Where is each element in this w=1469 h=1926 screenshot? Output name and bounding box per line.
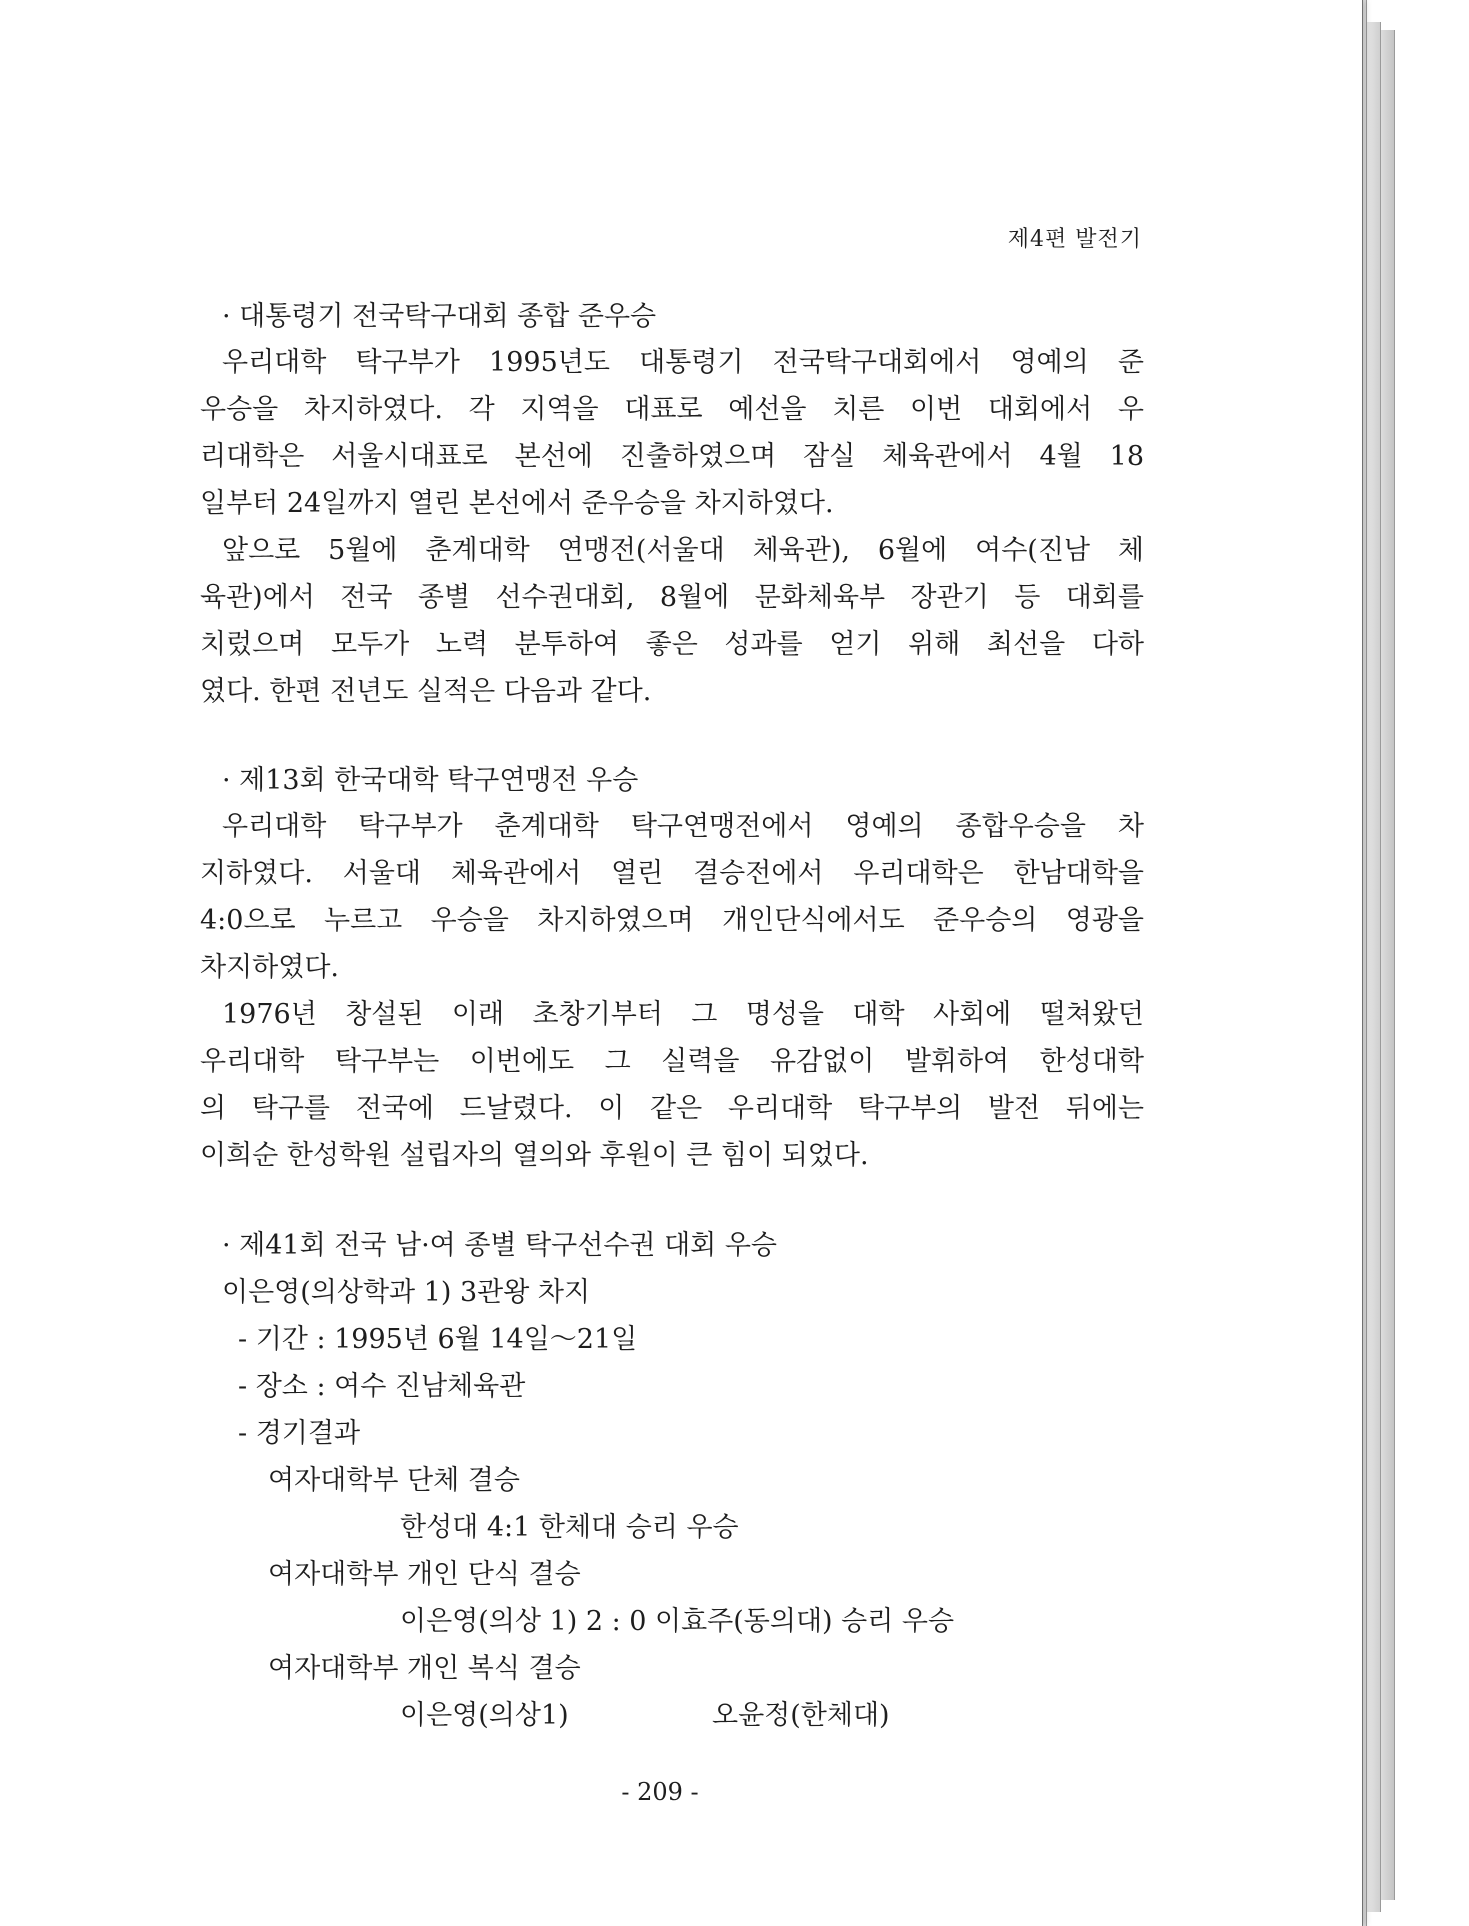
paragraph-line: 지하였다. 서울대 체육관에서 열린 결승전에서 우리대학은 한남대학을 — [200, 858, 1144, 889]
section-heading: · 대통령기 전국탁구대회 종합 준우승 — [222, 301, 657, 332]
section-heading: · 제13회 한국대학 탁구연맹전 우승 — [222, 765, 639, 796]
result-detail-left: 이은영(의상1) — [400, 1700, 569, 1731]
result-event: 여자대학부 단체 결승 — [268, 1465, 520, 1496]
paragraph-line: 차지하였다. — [200, 952, 339, 983]
paragraph-line: 치렀으며 모두가 노력 분투하여 좋은 성과를 얻기 위해 최선을 다하 — [200, 629, 1144, 660]
paragraph-line: 리대학은 서울시대표로 본선에 진출하였으며 잠실 체육관에서 4월 18 — [200, 441, 1144, 472]
paragraph-line: 앞으로 5월에 춘계대학 연맹전(서울대 체육관), 6월에 여수(진남 체 — [222, 535, 1144, 566]
paragraph-line: 였다. 한편 전년도 실적은 다음과 같다. — [200, 676, 652, 707]
results-label: - 경기결과 — [238, 1418, 361, 1449]
result-detail: 이은영(의상 1) 2 : 0 이효주(동의대) 승리 우승 — [400, 1606, 955, 1637]
paragraph-line: 육관)에서 전국 종별 선수권대회, 8월에 문화체육부 장관기 등 대회를 — [200, 582, 1144, 613]
paragraph-line: 우리대학 탁구부가 1995년도 대통령기 전국탁구대회에서 영예의 준 — [222, 347, 1144, 378]
paragraph-line: 이희순 한성학원 설립자의 열의와 후원이 큰 힘이 되었다. — [200, 1140, 869, 1171]
event-venue: - 장소 : 여수 진남체육관 — [238, 1371, 526, 1402]
page-edge-layer — [1380, 30, 1395, 1900]
result-event: 여자대학부 개인 단식 결승 — [268, 1559, 581, 1590]
result-detail-right: 오윤정(한체대) — [712, 1700, 890, 1731]
page-edge-layer — [1366, 22, 1381, 1912]
result-event: 여자대학부 개인 복식 결승 — [268, 1653, 581, 1684]
section-heading: · 제41회 전국 남·여 종별 탁구선수권 대회 우승 — [222, 1230, 777, 1261]
paragraph-line: 의 탁구를 전국에 드날렸다. 이 같은 우리대학 탁구부의 발전 뒤에는 — [200, 1093, 1144, 1124]
paragraph-line: 우승을 차지하였다. 각 지역을 대표로 예선을 치른 이번 대회에서 우 — [200, 394, 1144, 425]
paragraph-line: 일부터 24일까지 열린 본선에서 준우승을 차지하였다. — [200, 488, 834, 519]
section-subheading: 이은영(의상학과 1) 3관왕 차지 — [222, 1277, 591, 1308]
paragraph-line: 4:0으로 누르고 우승을 차지하였으며 개인단식에서도 준우승의 영광을 — [200, 905, 1144, 936]
paragraph-line: 우리대학 탁구부가 춘계대학 탁구연맹전에서 영예의 종합우승을 차 — [222, 811, 1144, 842]
result-detail: 한성대 4:1 한체대 승리 우승 — [400, 1512, 739, 1543]
event-period: - 기간 : 1995년 6월 14일～21일 — [238, 1324, 638, 1355]
paragraph-line: 1976년 창설된 이래 초창기부터 그 명성을 대학 사회에 떨쳐왔던 — [222, 999, 1144, 1030]
page-number: - 209 - — [621, 1778, 699, 1806]
paragraph-line: 우리대학 탁구부는 이번에도 그 실력을 유감없이 발휘하여 한성대학 — [200, 1046, 1144, 1077]
running-head: 제4편 발전기 — [1007, 227, 1142, 252]
